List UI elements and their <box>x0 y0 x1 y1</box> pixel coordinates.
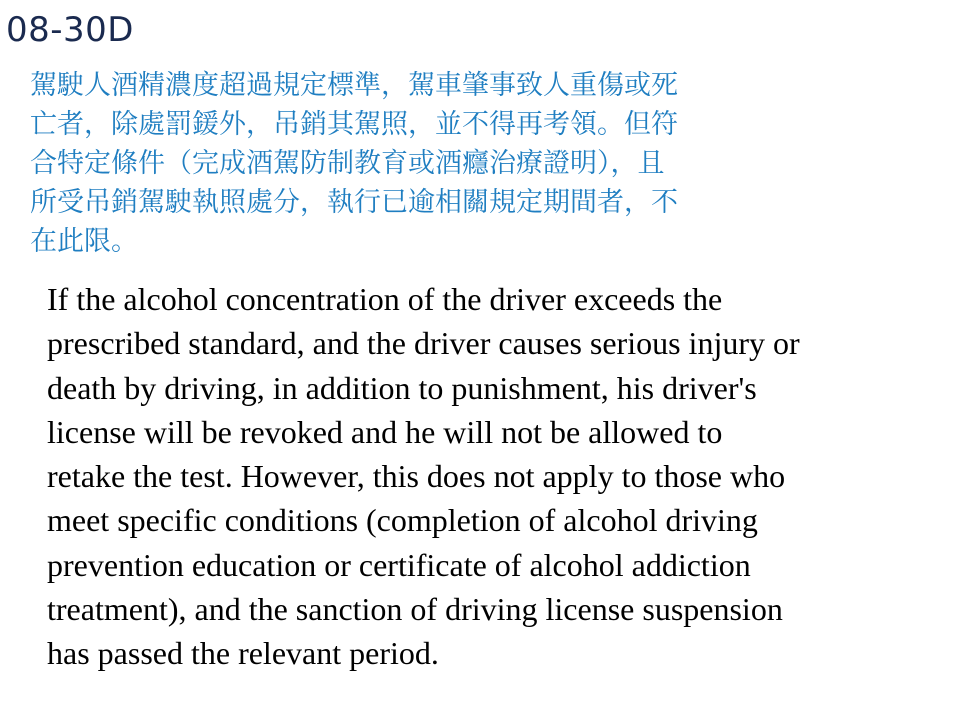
slide-code: 08-30D <box>6 10 134 50</box>
english-paragraph: If the alcohol concentration of the driver exceeds the prescribed standard, and the driver causes serious injury or death by driving, in addition to punishment, his driver's license will be revoked and he will not be allowed to retake the test. However, this does not apply to those who meet specific conditions (completion of alcohol driving prevention education or certificate of alcohol addiction treatment), and the sanction of driving license suspension has passed the relevant period. <box>47 281 800 672</box>
chinese-paragraph: 駕駛人酒精濃度超過規定標準，駕車肇事致人重傷或死 亡者，除處罰鍰外，吊銷其駕照，並不得再考領。但符 合特定條件（完成酒駕防制教育或酒癮治療證明），且 所受吊銷駕駛執照處分，執行已逾相關規定期間者，不 在此限。 <box>30 70 678 257</box>
